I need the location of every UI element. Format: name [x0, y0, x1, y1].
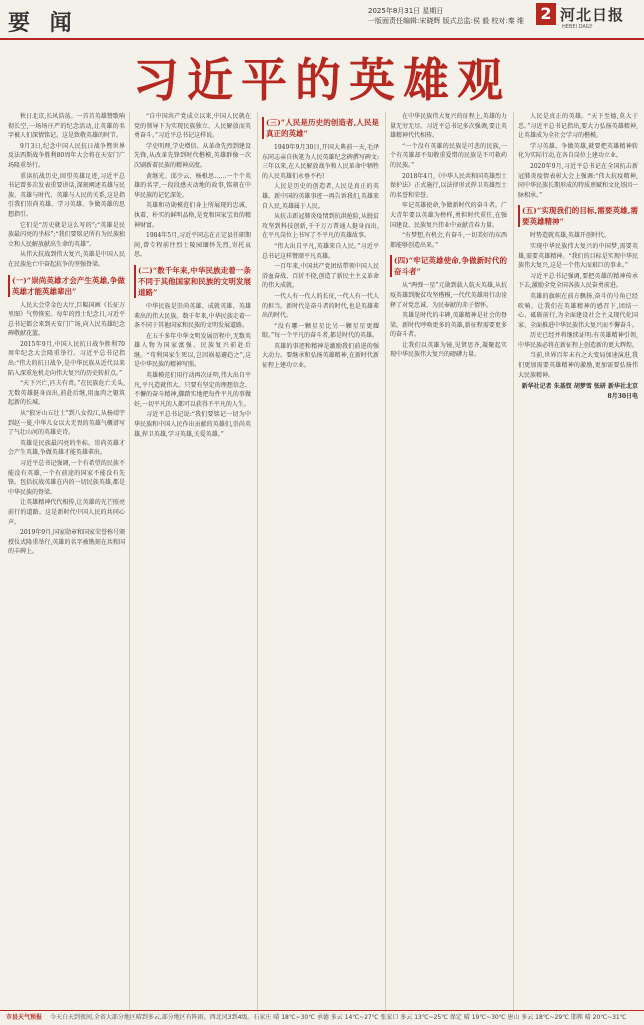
paragraph-group [134, 302, 251, 439]
paragraph: 时势造就英雄,英雄开创时代。 [530, 232, 610, 240]
paragraph-group [134, 112, 251, 260]
footer-weather-bar [0, 1010, 644, 1025]
paragraph: 2015年9月,中国人民抗日战争胜利70周年纪念大会隆重举行。习近平总书记指出:“伟大的抗日战争,是中华民族从近代以来陷入深重危机走向伟大复兴的历史转折点。” [8, 340, 125, 377]
paragraph-group [8, 112, 125, 270]
footer-text: 今天白天到夜间,全省大部分地区晴到多云,部分地区有阵雨。西北风3到4级。石家庄 晴 18℃~30℃ 承德 多云 14℃~27℃ 张家口 多云 13℃~25℃ 保定 晴 19℃~30℃ 唐山 多云 18℃~29℃ 邯郸 晴 20℃~31℃ [49, 1014, 627, 1021]
paragraph-group [262, 143, 379, 261]
editor-text: 一版面责任编辑:宋晓辉 版式总监:侯 毅 校对:秦 维 [368, 17, 524, 25]
masthead [0, 0, 644, 40]
paragraph: 1984年5月,习近平同志在正定县任职期间,曾专程前往烈士陵园缅怀先烈,寄托哀思。 [134, 232, 251, 259]
paragraph: “天下兴亡,匹夫有责。”在民族危亡关头,无数英雄挺身而出,前赴后继,用血肉之躯筑起新的长城。 [8, 380, 125, 407]
subheading: (一)“崇尚英雄才会产生英雄,争做英雄才能英雄辈出” [8, 275, 125, 297]
paragraph: 2020年9月,习近平总书记在全国抗击新冠肺炎疫情表彰大会上强调:“伟大抗疫精神,同中华民族长期形成的特质禀赋和文化基因一脉相承。” [518, 162, 638, 199]
paragraph: 它们是“历史就是这么写的”;“英雄是民族最闪亮的坐标”;“我们要铭记所有为民族独立和人民解放献出生命的英雄”。 [8, 221, 125, 248]
paragraph-group [8, 301, 125, 557]
paragraph: 秋日北京,长风浩荡。一首首英雄赞歌响彻长空,一场场庄严的纪念活动,让英雄的名字被人们深情铭记。这是致敬英雄的时节。 [8, 113, 125, 140]
paragraph: 牢记英雄使命,争做新时代的奋斗者。广大青年要以英雄为榜样,勇担时代重任,在强国建设、民族复兴伟业中贡献青春力量。 [390, 202, 507, 229]
paragraph: 9月3日,纪念中国人民抗日战争暨世界反法西斯战争胜利80周年大会将在天安门广场隆重举行。 [8, 142, 125, 169]
paragraph: 实现中华民族伟大复兴的中国梦,需要英雄,需要英雄精神。“我们的目标是实现中华民族伟大复兴,这是一个伟大而艰巨的事业。” [518, 242, 638, 270]
paragraph: 学习英雄、争做英雄,就要把英雄精神转化为实际行动,在各自岗位上建功立业。 [518, 142, 638, 160]
paragraph: 让英雄精神代代相传,让英雄的光芒照亮前行的道路。这是新时代中国人民的共同心声。 [8, 499, 125, 526]
article-column-4 [390, 112, 507, 1018]
paragraph-group [390, 112, 507, 250]
paragraph: “没有哪一颗星星比另一颗星星更耀眼。”每一个平凡的奋斗者,都是时代的英雄。 [262, 322, 379, 340]
article-column-1 [8, 112, 125, 1018]
paragraph: “一个没有英雄的民族是可悲的民族,一个有英雄却不知敬重爱惜的民族是不可救药的民族。” [390, 142, 507, 169]
paragraph: 历史已经并将继续证明:有英雄精神引领,中华民族必将在新征程上创造新的更大辉煌。 [518, 332, 638, 349]
paragraph: 当前,世界百年未有之大变局加速演进,我们更加需要英雄精神的激励,更加需要弘扬伟大民族精神。 [518, 352, 638, 379]
paragraph: “自中国共产党成立以来,中国人民就在党的领导下为实现民族独立、人民解放而英勇奋斗。”习近平总书记这样说。 [134, 113, 251, 140]
paragraph: 英雄和功勋模范们身上所展现的忠诚、执着、朴实的鲜明品格,是党和国家宝贵的精神财富。 [134, 202, 251, 229]
paragraph: 英雄的旗帜在前方飘扬,奋斗的号角已经吹响。让我们在英雄精神的感召下,团结一心、砥砺前行,为全面建设社会主义现代化国家、全面推进中华民族伟大复兴而不懈奋斗。 [518, 292, 638, 329]
column-divider [257, 112, 258, 1012]
section-title: 要 闻 [8, 11, 78, 36]
paragraph: “伟大出自平凡,英雄来自人民。”习近平总书记这样赞颂平凡英雄。 [262, 242, 379, 260]
paragraph: 人民是历史的创造者,人民是真正的英雄。新中国的英雄事迹一再告诉我们,英雄来自人民,英雄属于人民。 [262, 183, 379, 210]
paragraph: 2019年9月,国家勋章和国家荣誉称号颁授仪式隆重举行,英雄的名字被镌刻在共和国的丰碑上。 [8, 529, 125, 556]
paragraph: 习近平总书记强调,要把英雄的精神传承下去,激励全党全国各族人民奋勇前进。 [518, 272, 638, 290]
paragraph: 人民是真正的英雄。“天下至德,莫大于忠。”习近平总书记指出,要大力弘扬英雄精神,让英雄成为全社会学习的楷模。 [518, 113, 638, 140]
article-column-2 [134, 112, 251, 1018]
paragraph: 2018年4月,《中华人民共和国英雄烈士保护法》正式施行,以法律形式捍卫英雄烈士的名誉和荣誉。 [390, 172, 507, 199]
paragraph-group [262, 262, 379, 371]
paragraph: 从伟大抗战到伟大复兴,英雄是中国人民在民族危亡中奋起抗争的坚强脊梁。 [8, 251, 125, 268]
paragraph: 从“两弹一星”元勋到载人航天英雄,从抗疫英雄到脱贫攻坚楷模,一代代英雄用行动诠释了对党忠诚、为民奉献的赤子情怀。 [390, 282, 507, 309]
page-number: 2 [536, 3, 556, 25]
paragraph: 在五千多年中华文明发展历程中,无数英雄人物为国家富强、民族复兴前赴后继。“苟利国家生死以,岂因祸福避趋之”,这是中华民族的精神写照。 [134, 332, 251, 369]
paragraph: 重读抗战历史,回望英雄足迹,习近平总书记曾多次发表重要讲话,深刻阐述英雄与民族、英雄与时代、英雄与人民的关系,这是指引我们崇尚英雄、学习英雄、争做英雄的思想指引。 [8, 172, 125, 218]
paragraph-group [390, 281, 507, 360]
paper-logo: 河北日报 [560, 6, 625, 24]
paragraph: 一代人有一代人的长征,一代人有一代人的担当。新时代是奋斗者的时代,也是英雄辈出的时代。 [262, 292, 379, 320]
subheading: (三)“人民是历史的创造者,人民是真正的英雄” [262, 117, 379, 139]
paragraph: 英雄是民族最闪亮的坐标。崇尚英雄才会产生英雄,争做英雄才能英雄辈出。 [8, 439, 125, 457]
paragraph: 从抗击新冠肺炎疫情到抗洪抢险,从脱贫攻坚到科技创新,千千万万普通人挺身而出,在平凡岗位上书写了不平凡的英雄故事。 [262, 213, 379, 240]
dateline [368, 6, 528, 26]
subheading: (四)“牢记英雄使命,争做新时代的奋斗者” [390, 255, 507, 277]
paragraph: 英雄是时代的丰碑,英雄精神是社会的脊梁。新时代呼唤更多的英雄,新征程需要更多的奋斗者。 [390, 312, 507, 339]
column-divider [385, 112, 386, 1012]
column-divider [129, 112, 130, 1012]
paragraph: “有梦想,有机会,有奋斗,一切美好的东西都能够创造出来。” [390, 232, 507, 249]
paragraph: 学史明理,学史增信。从革命先烈到建设先锋,从改革先锋到时代楷模,英雄群像一次次刷新着民族的精神高度。 [134, 142, 251, 169]
paragraph-group [518, 231, 638, 380]
subheading: (五)“实现我们的目标,需要英雄,需要英雄精神” [518, 205, 638, 227]
byline: 新华社记者 朱基钗 胡梦雪 张研 新华社北京8月30日电 [521, 383, 638, 400]
paragraph: 一百年来,中国共产党团结带领中国人民浴血奋战、百折不挠,创造了新民主主义革命的伟大成就。 [262, 263, 379, 290]
article-headline: 习近平的英雄观 [133, 53, 511, 107]
paragraph: 中华民族是崇尚英雄、成就英雄、英雄辈出的伟大民族。数千年来,中华民族走着一条不同于其他国家和民族的文明发展道路。 [134, 302, 251, 330]
paragraph: 习近平总书记说:“我们要铭记一切为中华民族和中国人民作出贡献的英雄们,崇尚英雄,捍卫英雄,学习英雄,关爱英雄。” [134, 411, 251, 438]
article-column-5 [518, 112, 638, 1018]
footer-label: 市县天气预报 [6, 1014, 43, 1021]
paragraph: 让我们以英雄为镜,见贤思齐,凝聚起实现中华民族伟大复兴的磅礴力量。 [390, 341, 507, 359]
paragraph: 黄继光、邱少云、杨根思……一个个英雄的名字,一段段感天动地的故事,铭刻在中华民族的记忆深处。 [134, 172, 251, 199]
paragraph: 从“狼牙山五壮士”到八女投江,从杨靖宇到赵一曼,中华儿女以大无畏的英雄气概谱写了气壮山河的英雄史诗。 [8, 410, 125, 437]
date-text: 2025年8月31日 星期日 [368, 7, 444, 15]
paper-english-name: HEBEI DAILY [562, 24, 593, 30]
paragraph: 在中华民族伟大复兴的征程上,英雄的力量无穷无尽。习近平总书记多次强调,要让英雄精神代代相传。 [390, 113, 507, 140]
paragraph: 英雄模范们用行动再次证明,伟大出自平凡,平凡造就伟大。只要有坚定的理想信念、不懈的奋斗精神,脚踏实地把每件平凡的事做好,一切平凡的人都可以获得不平凡的人生。 [134, 372, 251, 408]
paragraph: 英雄的事迹和精神是激励我们前进的强大动力。要继承和弘扬英雄精神,在新时代新征程上建功立业。 [262, 342, 379, 370]
paragraph: 1949年9月30日,开国大典前一天,毛泽东同志亲自执笔为人民英雄纪念碑撰写碑文:三年以来,在人民解放战争和人民革命中牺牲的人民英雄们永垂不朽! [262, 144, 379, 180]
subheading: (二)“数千年来,中华民族走着一条不同于其他国家和民族的文明发展道路” [134, 265, 251, 298]
article-column-3 [262, 112, 379, 1018]
paragraph: 人民大会堂金色大厅,巨幅国画《长征万里图》气势恢宏。每年的烈士纪念日,习近平总书记都会来到天安门广场,向人民英雄纪念碑敬献花篮。 [8, 301, 125, 338]
paragraph-group [518, 112, 638, 200]
paragraph: 习近平总书记强调,一个有希望的民族不能没有英雄,一个有前途的国家不能没有先锋。包括抗战英雄在内的一切民族英雄,都是中华民族的脊梁。 [8, 460, 125, 496]
column-divider [513, 112, 514, 1012]
